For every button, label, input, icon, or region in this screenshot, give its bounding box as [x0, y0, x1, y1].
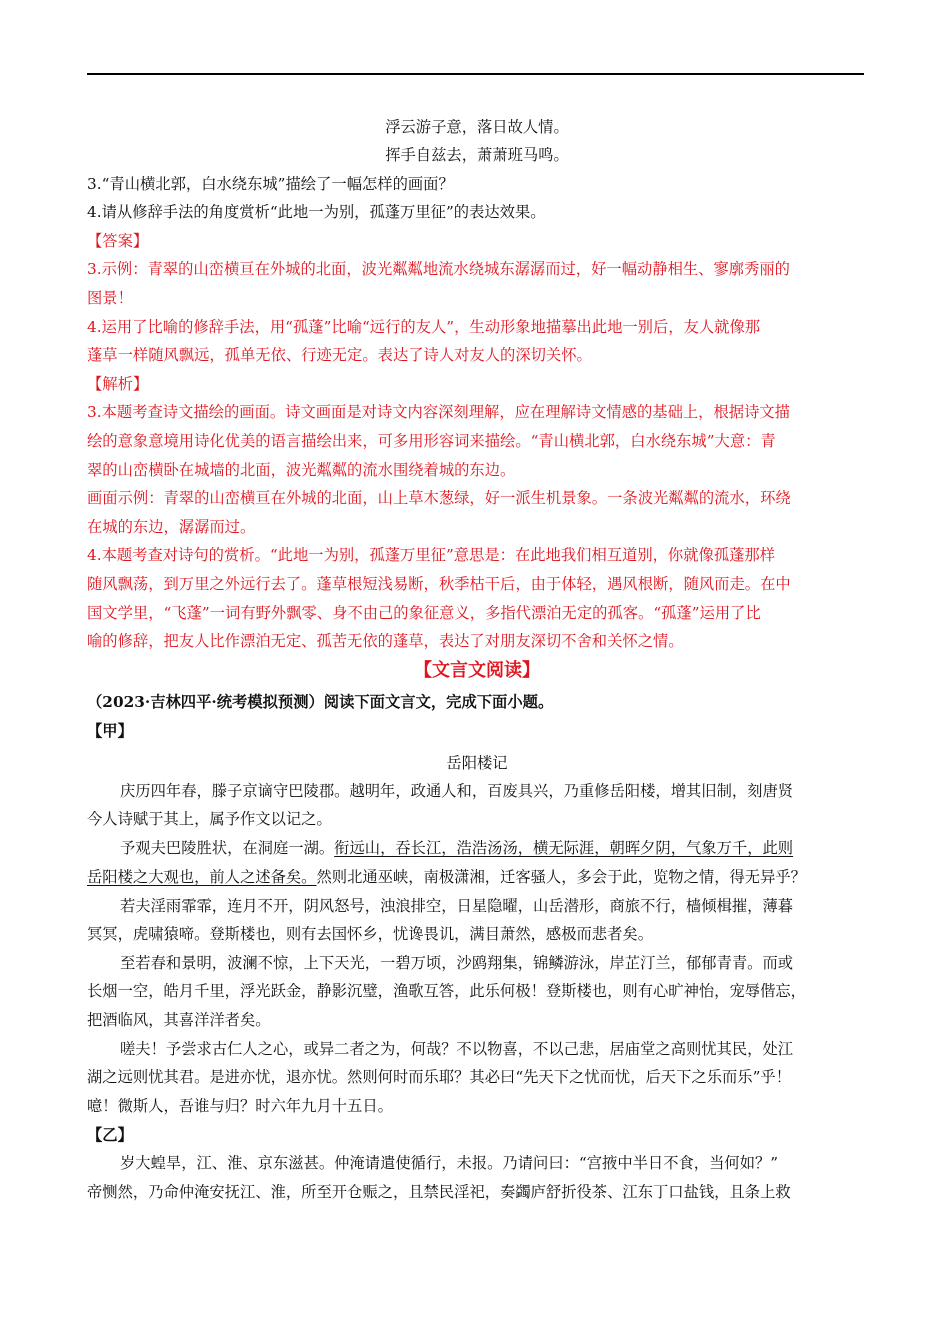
- section-intro: （2023·吉林四平·统考模拟预测）阅读下面文言文，完成下面小题。: [87, 693, 554, 711]
- essay-text: 至若春和景明，波澜不惊，上下天光，一碧万顷，沙鸥翔集，锦鳞游泳，岸芷汀兰，郁郁青青。而或: [120, 954, 794, 972]
- essay-text-plain: 然则北通巫峡，南极潇湘，迁客骚人，多会于此，览物之情，得无异乎？: [316, 868, 806, 886]
- analysis-text: 翠的山峦横卧在城墙的北面，波光粼粼的流水围绕着城的东边。: [87, 461, 516, 479]
- passage-label-jia: 【甲】: [87, 722, 133, 740]
- essay-text: 庆历四年春，滕子京谪守巴陵郡。越明年，政通人和，百废具兴，乃重修岳阳楼，增其旧制，刻唐贤: [120, 782, 794, 800]
- poem-line: 浮云游子意，落日故人情。: [385, 118, 569, 136]
- essay-text: [87, 837, 867, 859]
- analysis-text: 3.本题考查诗文描绘的画面。诗文画面是对诗文内容深刻理解，应在理解诗文情感的基础上，根据诗文描: [87, 403, 790, 421]
- essay-text: 把酒临风，其喜洋洋者矣。: [87, 1011, 271, 1029]
- passage-yi-text: 帝恻然，乃命仲淹安抚江、淮，所至开仓赈之，且禁民淫祀，奏蠲庐舒折役茶、江东丁口盐钱，且条上救: [87, 1183, 791, 1201]
- essay-text: 长烟一空，皓月千里，浮光跃金，静影沉璧，渔歌互答，此乐何极！登斯楼也，则有心旷神怡，宠辱偕忘，: [87, 982, 806, 1000]
- passage-label-yi: 【乙】: [87, 1126, 133, 1144]
- answer-text: 图景！: [87, 289, 133, 307]
- analysis-text: 绘的意象意境用诗化优美的语言描绘出来，可多用形容词来描绘。“青山横北郭，白水绕东城”大意：青: [87, 432, 776, 450]
- underlined-passage: 衔远山，吞长江，浩浩汤汤，横无际涯，朝晖夕阴，气象万千，此则: [334, 839, 794, 857]
- essay-text: 若夫淫雨霏霏，连月不开，阴风怒号，浊浪排空，日星隐曜，山岳潜形，商旅不行，樯倾楫摧，薄暮: [120, 897, 794, 915]
- answer-label: 【答案】: [87, 232, 149, 250]
- poem-line: 挥手自兹去，萧萧班马鸣。: [385, 146, 569, 164]
- essay-text: 冥冥，虎啸猿啼。登斯楼也，则有去国怀乡，忧谗畏讥，满目萧然，感极而悲者矣。: [87, 925, 653, 943]
- analysis-text: 随风飘荡，到万里之外远行去了。蓬草根短浅易断，秋季枯干后，由于体轻，遇风根断，随风而走。在中: [87, 575, 791, 593]
- section-title: 【文言文阅读】: [414, 660, 540, 681]
- analysis-text: 在城的东边，潺潺而过。: [87, 518, 256, 536]
- underlined-passage: 岳阳楼之大观也，前人之述备矣。: [87, 868, 317, 886]
- essay-text-plain: 予观夫巴陵胜状，在洞庭一湖。: [120, 839, 335, 857]
- analysis-text: 喻的修辞，把友人比作漂泊无定、孤苦无依的蓬草，表达了对朋友深切不舍和关怀之情。: [87, 632, 684, 650]
- passage-yi-text: 岁大蝗旱，江、淮、京东滋甚。仲淹请遣使循行，未报。乃请问曰：“宫掖中半日不食，当何如？”: [120, 1154, 779, 1172]
- essay-text: 湖之远则忧其君。是进亦忧，退亦忧。然则何时而乐耶？其必曰“先天下之忧而忧，后天下之乐而乐”乎！: [87, 1068, 792, 1086]
- answer-text: 4.运用了比喻的修辞手法，用“孤蓬”比喻“远行的友人”，生动形象地描摹出此地一别后，友人就像那: [87, 318, 761, 336]
- essay-text: 今人诗赋于其上，属予作文以记之。: [87, 810, 332, 828]
- essay-text: 嗟夫！予尝求古仁人之心，或异二者之为，何哉？不以物喜，不以己悲，居庙堂之高则忧其民，处江: [120, 1040, 794, 1058]
- essay-text: [87, 866, 867, 888]
- analysis-text: 国文学里，“飞蓬”一词有野外飘零、身不由己的象征意义，多指代漂泊无定的孤客。“孤蓬”运用了比: [87, 604, 761, 622]
- analysis-text: 画面示例：青翠的山峦横亘在外城的北面，山上草木葱绿，好一派生机景象。一条波光粼粼的流水，环绕: [87, 489, 791, 507]
- answer-text: 蓬草一样随风飘远，孤单无依、行迹无定。表达了诗人对友人的深切关怀。: [87, 346, 592, 364]
- question-3: 3.“青山横北郭，白水绕东城”描绘了一幅怎样的画面？: [87, 175, 454, 193]
- analysis-text: 4.本题考查对诗句的赏析。“此地一为别，孤蓬万里征”意思是：在此地我们相互道别，你就像孤蓬那样: [87, 546, 776, 564]
- essay-text: 噫！微斯人，吾谁与归？时六年九月十五日。: [87, 1097, 393, 1115]
- header-rule: [87, 73, 864, 75]
- essay-title: 岳阳楼记: [446, 754, 508, 772]
- answer-text: 3.示例：青翠的山峦横亘在外城的北面，波光粼粼地流水绕城东潺潺而过，好一幅动静相生、寥廓秀丽的: [87, 260, 790, 278]
- question-4: 4.请从修辞手法的角度赏析“此地一为别，孤蓬万里征”的表达效果。: [87, 203, 546, 221]
- analysis-label: 【解析】: [87, 375, 149, 393]
